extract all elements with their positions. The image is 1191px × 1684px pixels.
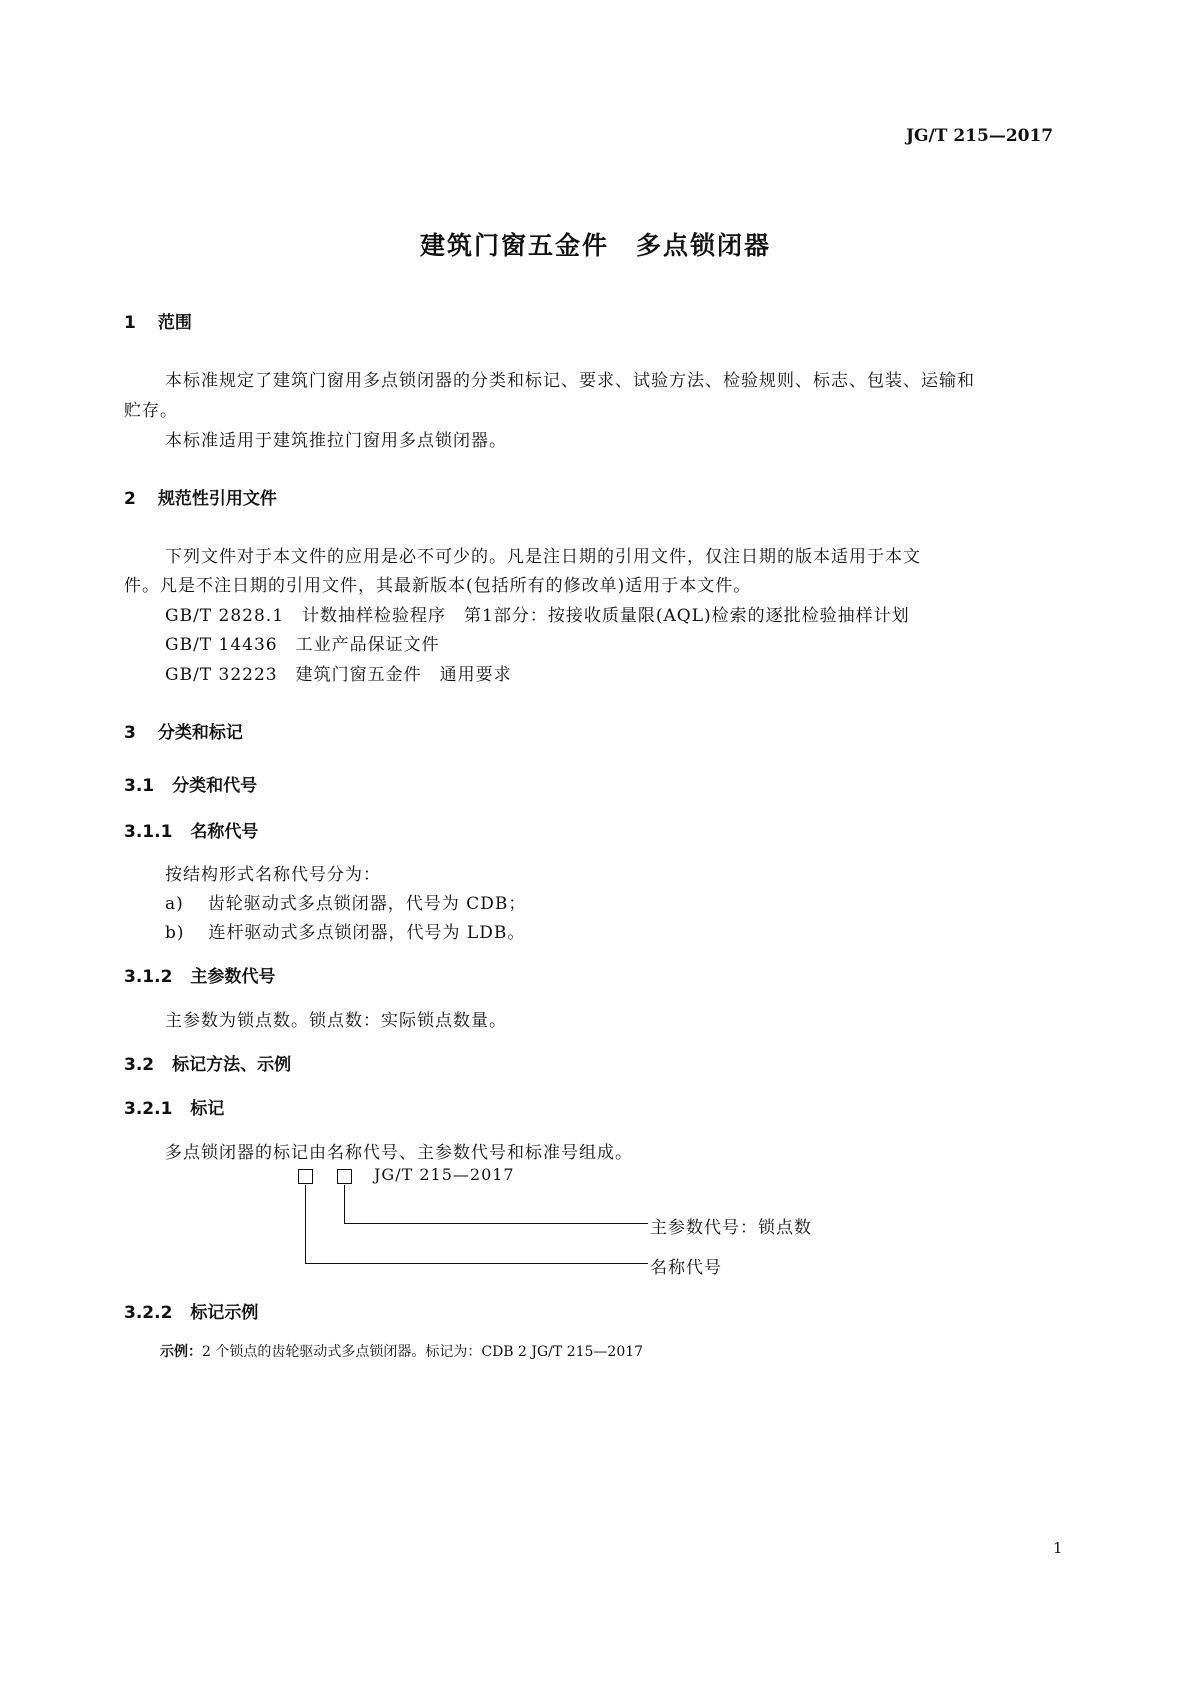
reference-code: GB/T 14436 xyxy=(165,635,278,655)
paragraph: 按结构形式名称代号分为： xyxy=(165,865,381,885)
section-number: 3.1 xyxy=(124,776,155,796)
section-title: 标记 xyxy=(190,1099,225,1119)
section-number: 3.2.1 xyxy=(124,1099,173,1119)
section-1-heading xyxy=(124,308,192,333)
param-code-box xyxy=(337,1169,352,1184)
section-title: 名称代号 xyxy=(190,822,259,842)
list-label: a) xyxy=(165,894,184,914)
section-3-2-1-heading xyxy=(124,1094,224,1119)
standard-number: JG/T 215—2017 xyxy=(906,126,1054,146)
section-number: 3.1.1 xyxy=(124,822,173,842)
name-code-label: 名称代号 xyxy=(650,1258,722,1278)
section-3-1-1-heading xyxy=(124,817,258,842)
param-leader-vertical xyxy=(344,1185,345,1223)
reference-title: 工业产品保证文件 xyxy=(295,635,440,655)
paragraph: 主参数为锁点数。锁点数：实际锁点数量。 xyxy=(165,1011,507,1031)
section-2-heading xyxy=(124,484,277,509)
reference-code: GB/T 32223 xyxy=(165,665,278,685)
paragraph: 下列文件对于本文件的应用是必不可少的。凡是注日期的引用文件，仅注日期的版本适用于本文 xyxy=(165,547,921,567)
paragraph: 贮存。 xyxy=(124,401,178,421)
section-title: 规范性引用文件 xyxy=(157,489,277,509)
example-text: 2 个锁点的齿轮驱动式多点锁闭器。标记为：CDB 2 JG/T 215—2017 xyxy=(202,1344,644,1360)
diagram-standard-number: JG/T 215—2017 xyxy=(374,1165,515,1184)
section-3-heading xyxy=(124,718,243,743)
paragraph: 多点锁闭器的标记由名称代号、主参数代号和标准号组成。 xyxy=(165,1143,633,1163)
list-text: 齿轮驱动式多点锁闭器，代号为 CDB； xyxy=(207,894,527,914)
section-3-1-2-heading xyxy=(124,962,275,987)
reference-item xyxy=(165,630,440,655)
section-title: 标记方法、示例 xyxy=(172,1055,292,1075)
section-number: 1 xyxy=(124,313,136,333)
section-3-2-2-heading xyxy=(124,1298,258,1323)
param-code-label: 主参数代号：锁点数 xyxy=(650,1218,812,1238)
list-item xyxy=(165,918,525,943)
reference-item xyxy=(165,601,910,626)
section-title: 范围 xyxy=(157,313,192,333)
name-leader-vertical xyxy=(305,1185,306,1263)
paragraph: 件。凡是不注日期的引用文件，其最新版本(包括所有的修改单)适用于本文件。 xyxy=(124,576,752,596)
page-number: 1 xyxy=(1053,1539,1063,1557)
name-leader-horizontal xyxy=(305,1263,648,1264)
section-title: 标记示例 xyxy=(190,1303,259,1323)
reference-title: 建筑门窗五金件 通用要求 xyxy=(295,665,512,685)
reference-title: 计数抽样检验程序 第1部分：按接收质量限(AQL)检索的逐批检验抽样计划 xyxy=(302,606,910,626)
paragraph: 本标准规定了建筑门窗用多点锁闭器的分类和标记、要求、试验方法、检验规则、标志、包装、运输和 xyxy=(165,371,975,391)
param-leader-horizontal xyxy=(344,1223,648,1224)
example xyxy=(160,1341,643,1361)
section-number: 3.2.2 xyxy=(124,1303,173,1323)
section-number: 3 xyxy=(124,723,136,743)
example-label: 示例： xyxy=(160,1344,202,1360)
reference-item xyxy=(165,660,512,685)
list-text: 连杆驱动式多点锁闭器，代号为 LDB。 xyxy=(208,923,526,943)
section-title: 分类和代号 xyxy=(172,776,258,796)
section-number: 2 xyxy=(124,489,136,509)
section-title: 主参数代号 xyxy=(190,967,276,987)
list-item xyxy=(165,889,526,914)
section-title: 分类和标记 xyxy=(157,723,243,743)
list-label: b) xyxy=(165,923,185,943)
section-number: 3.2 xyxy=(124,1055,155,1075)
name-code-box xyxy=(298,1169,313,1184)
document-title: 建筑门窗五金件 多点锁闭器 xyxy=(419,231,771,260)
section-number: 3.1.2 xyxy=(124,967,173,987)
section-3-1-heading xyxy=(124,771,257,796)
section-3-2-heading xyxy=(124,1050,291,1075)
paragraph: 本标准适用于建筑推拉门窗用多点锁闭器。 xyxy=(165,431,507,451)
reference-code: GB/T 2828.1 xyxy=(165,606,285,626)
